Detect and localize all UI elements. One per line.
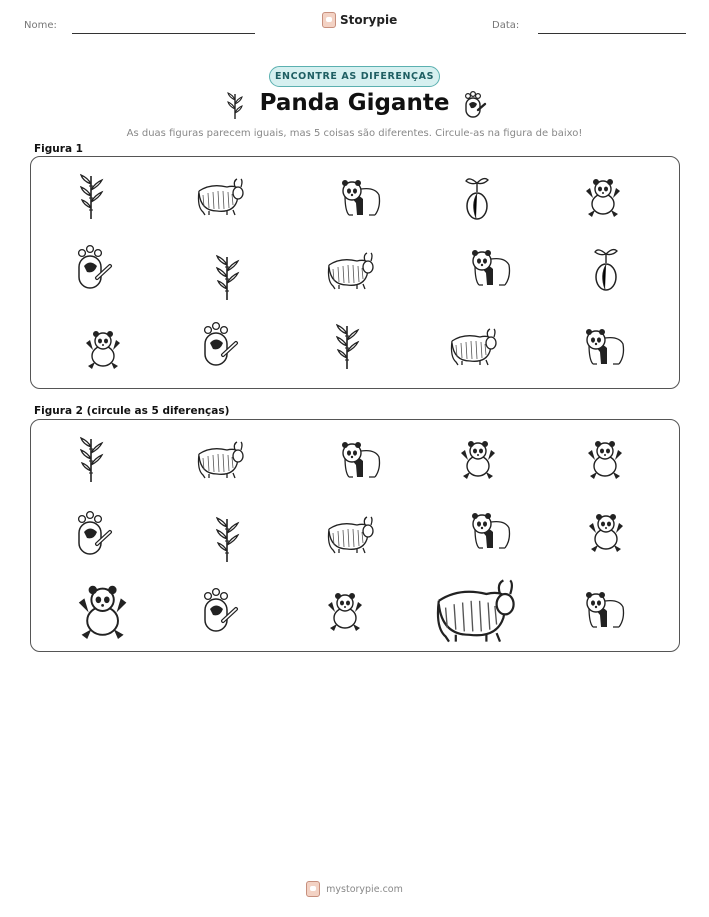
bamboo-icon	[334, 324, 360, 370]
seed-icon	[464, 174, 490, 220]
panda-icon[interactable]	[339, 439, 383, 479]
panda-baby-icon[interactable]	[326, 591, 364, 631]
activity-badge: ENCONTRE AS DIFERENÇAS	[269, 66, 440, 87]
paw-icon[interactable]	[201, 587, 241, 633]
instructions: As duas figuras parecem iguais, mas 5 coisas são diferentes. Circule-as na figura de baixo!	[126, 128, 583, 139]
yak-icon[interactable]	[195, 440, 245, 480]
figure-2-label: Figura 2 (circule as 5 diferenças)	[34, 405, 230, 417]
yak-icon[interactable]	[432, 577, 517, 645]
panda-baby-icon[interactable]	[586, 439, 624, 479]
panda-baby-icon[interactable]	[459, 439, 497, 479]
paw-icon[interactable]	[75, 510, 115, 556]
name-field-line[interactable]	[72, 33, 255, 34]
panda-baby-icon	[584, 177, 622, 217]
paw-icon	[463, 90, 487, 124]
footer	[0, 881, 709, 897]
paw-icon	[201, 321, 241, 367]
panda-icon	[469, 247, 513, 287]
bamboo-icon[interactable]	[214, 517, 240, 563]
date-field-line[interactable]	[538, 33, 686, 34]
panda-icon[interactable]	[583, 589, 627, 629]
bamboo-icon	[78, 174, 104, 220]
brand-name: Storypie	[340, 13, 398, 27]
panda-icon[interactable]	[469, 510, 513, 550]
footer-url[interactable]: mystorypie.com	[326, 883, 403, 895]
panda-icon	[339, 177, 383, 217]
yak-icon	[448, 327, 498, 367]
yak-icon	[325, 251, 375, 291]
page-title: Panda Gigante	[259, 90, 450, 116]
name-label: Nome:	[24, 20, 57, 31]
yak-icon	[195, 177, 245, 217]
seed-icon	[593, 245, 619, 291]
paw-icon	[75, 244, 115, 290]
panda-baby-icon	[84, 329, 122, 369]
storypie-logo-icon	[322, 12, 336, 28]
figure-1-label: Figura 1	[34, 143, 83, 155]
storypie-logo-icon	[306, 881, 320, 897]
brand-logo	[322, 12, 397, 28]
yak-icon[interactable]	[325, 515, 375, 555]
panda-baby-icon[interactable]	[587, 512, 625, 552]
date-label: Data:	[492, 20, 520, 31]
bamboo-icon	[214, 255, 240, 301]
panda-icon	[583, 326, 627, 366]
bamboo-icon[interactable]	[78, 437, 104, 483]
panda-baby-icon[interactable]	[76, 583, 129, 639]
